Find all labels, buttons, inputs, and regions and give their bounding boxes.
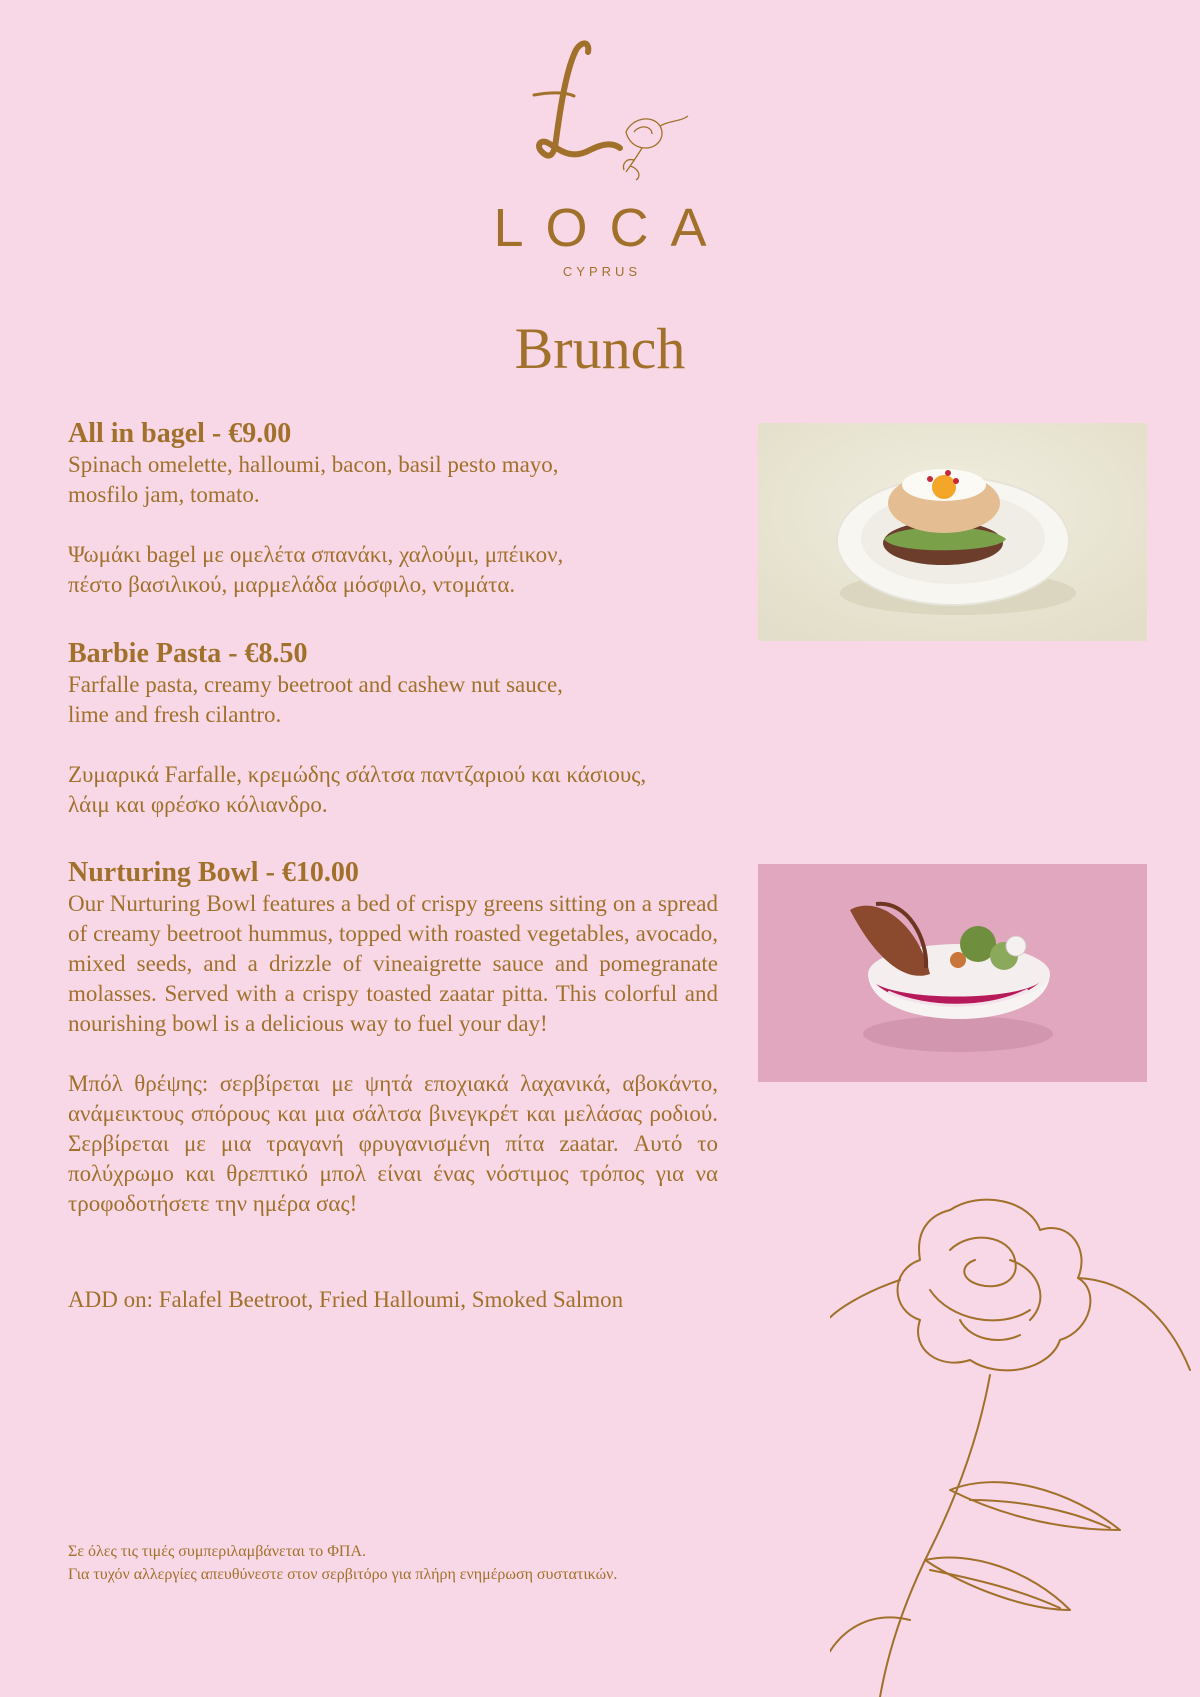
dish-description-en: Our Nurturing Bowl features a bed of crispy greens sitting on a spread of creamy beetroot hummus, topped with roasted vegetables, avocado, mixed seeds, and a drizzle of vineaigrette sauce and pomegranate molasses. Served with a crispy toasted zaatar pitta. This colorful and nourishing bowl is a delicious way to fuel your day! <box>68 891 718 1036</box>
footnote-vat: Σε όλες τις τιμές συμπεριλαμβάνεται το ΦΠΑ. <box>68 1543 367 1560</box>
dish-description-gr: Ψωμάκι bagel με ομελέτα σπανάκι, χαλούμι, μπέικον, πέστο βασιλικού, μαρμελάδα μόσφιλο, ντομάτα. <box>68 542 564 597</box>
script-l-rose-logo-icon <box>530 40 710 190</box>
rose-line-art-icon <box>830 1190 1200 1697</box>
menu-item-nurturing-bowl <box>68 857 718 1219</box>
bagel-plate-photo <box>758 423 1147 641</box>
brand-subtitle: CYPRUS <box>562 264 642 279</box>
addon-options: ADD on: Falafel Beetroot, Fried Halloumi, Smoked Salmon <box>68 1287 624 1312</box>
dish-title: Nurturing Bowl - €10.00 <box>68 857 359 888</box>
brand-block <box>0 200 1200 279</box>
section-title: Brunch <box>514 316 686 381</box>
brand-name: LOCA <box>493 198 729 258</box>
dish-title: All in bagel - €9.00 <box>68 418 292 449</box>
dish-description-en: Spinach omelette, halloumi, bacon, basil pesto mayo, mosfilo jam, tomato. <box>68 452 559 507</box>
footnote-allergies: Για τυχόν αλλεργίες απευθύνεστε στον σερβιτόρο για πλήρη ενημέρωση συστατικών. <box>68 1566 618 1583</box>
menu-item-barbie-pasta <box>68 638 718 820</box>
dish-title: Barbie Pasta - €8.50 <box>68 638 308 669</box>
footnote <box>68 1540 617 1586</box>
menu-item-bagel <box>68 418 718 600</box>
dish-description-gr: Μπόλ θρέψης: σερβίρεται με ψητά εποχιακά λαχανικά, αβοκάντο, ανάμεικτους σπόρους και μια σάλτσα βινεγκρέτ και μελάσας ροδιού. Σερβίρεται με μια τραγανή φρυγανισμένη πίτα zaatar. Αυτό το πολύχρωμο και θρεπτικό μπολ είναι ένας νόστιμος τρόπος για να τροφοδοτήσετε την ημέρα σας! <box>68 1071 718 1216</box>
dish-description-gr: Ζυμαρικά Farfalle, κρεμώδης σάλτσα παντζαριού και κάσιους, λάιμ και φρέσκο κόλιανδρο. <box>68 762 647 817</box>
nurturing-bowl-photo <box>758 864 1147 1082</box>
dish-description-en: Farfalle pasta, creamy beetroot and cashew nut sauce, lime and fresh cilantro. <box>68 672 563 727</box>
